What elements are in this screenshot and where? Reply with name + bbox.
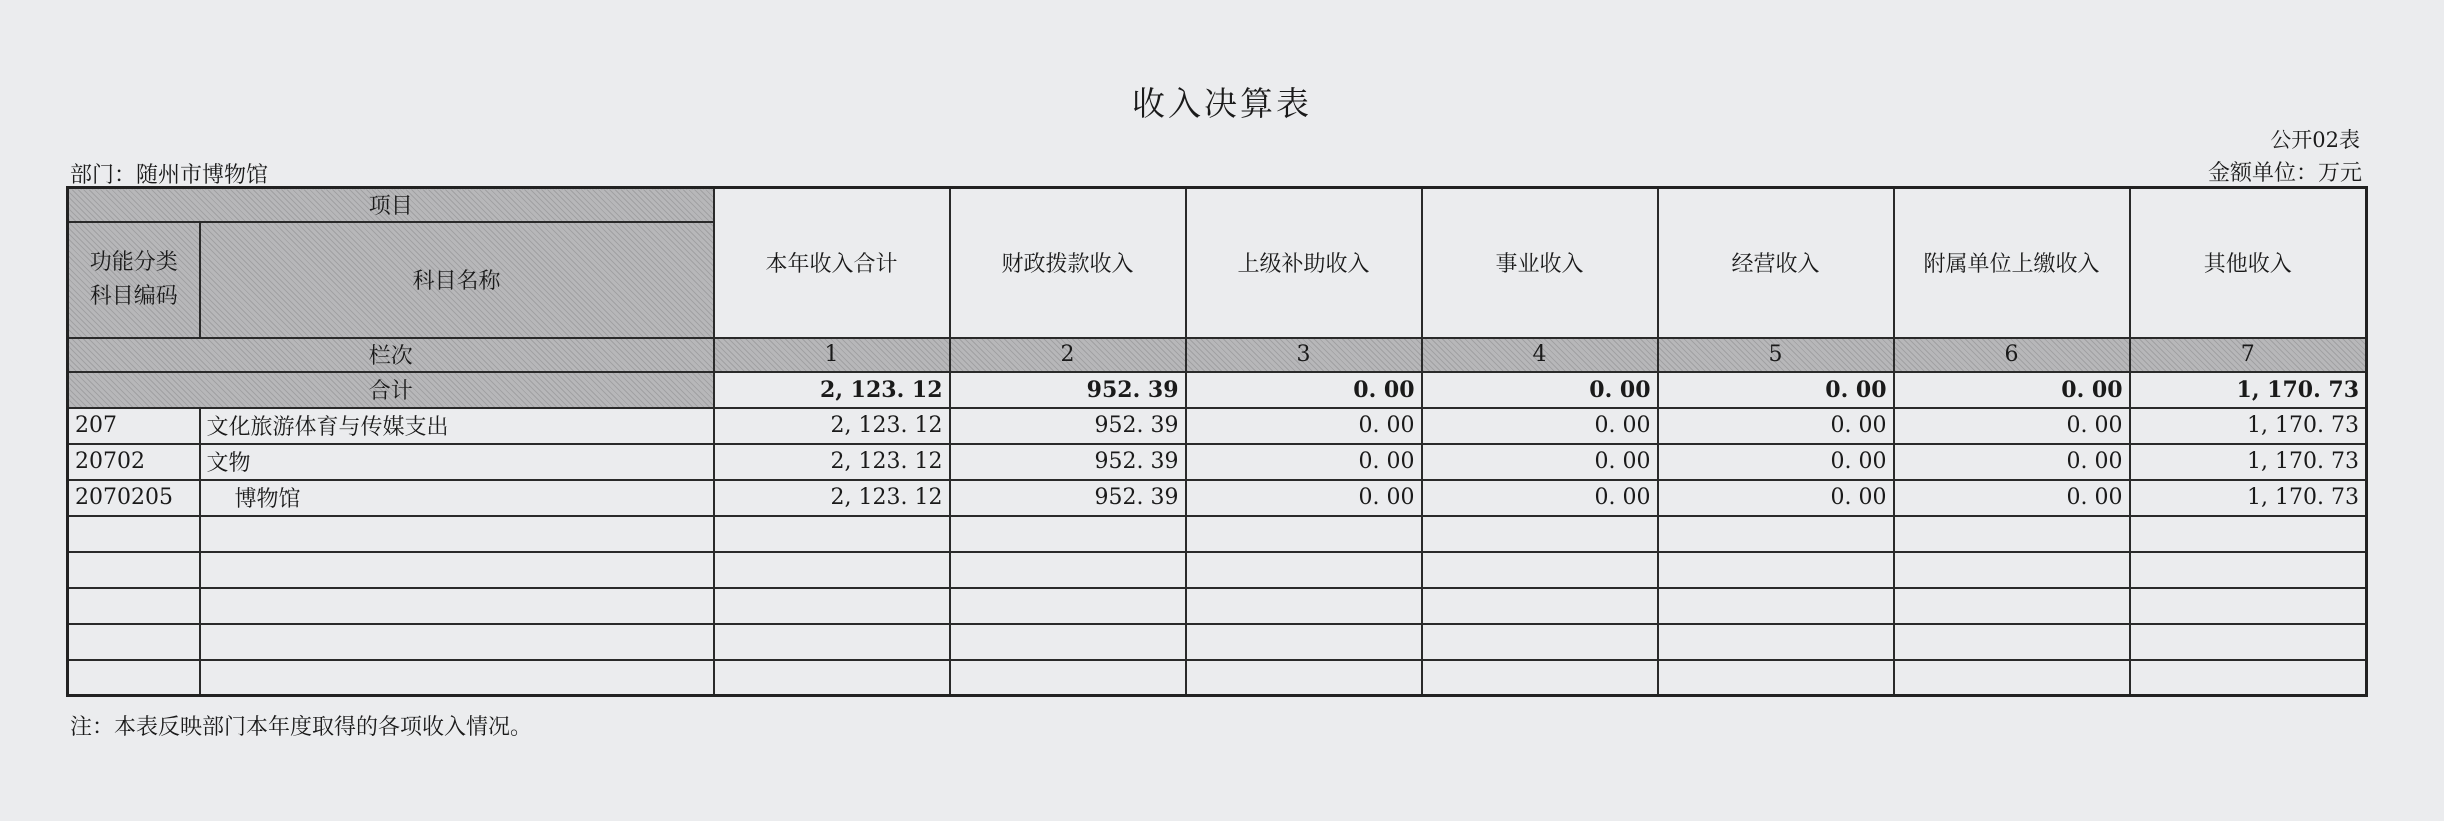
row-cell: 0. 00 xyxy=(1658,444,1894,480)
department-label: 部门：随州市博物馆 xyxy=(70,163,269,188)
row-code: 20702 xyxy=(68,444,200,480)
row-lanci-label: 栏次 xyxy=(68,338,714,372)
row-cell: 0. 00 xyxy=(1422,480,1658,516)
row-cell: 0. 00 xyxy=(1894,408,2130,444)
col-number: 2 xyxy=(950,338,1186,372)
form-number: 公开02表 xyxy=(2270,128,2360,152)
income-table xyxy=(66,186,2368,697)
table-row xyxy=(68,444,2367,480)
row-cell: 0. 00 xyxy=(1186,408,1422,444)
table-row xyxy=(68,480,2367,516)
amount-unit-label: 金额单位：万元 xyxy=(2207,161,2362,186)
header-col-affiliated-remittance: 附属单位上缴收入 xyxy=(1894,188,2130,338)
empty-row xyxy=(68,624,2367,660)
row-cell: 0. 00 xyxy=(1422,408,1658,444)
col-number: 6 xyxy=(1894,338,2130,372)
row-cell: 2, 123. 12 xyxy=(714,408,950,444)
row-cell: 952. 39 xyxy=(950,408,1186,444)
empty-row xyxy=(68,552,2367,588)
col-number: 1 xyxy=(714,338,950,372)
empty-row xyxy=(68,588,2367,624)
total-cell: 1, 170. 73 xyxy=(2130,372,2367,408)
row-cell: 2, 123. 12 xyxy=(714,480,950,516)
header-col-operating-income: 经营收入 xyxy=(1658,188,1894,338)
total-cell: 0. 00 xyxy=(1894,372,2130,408)
empty-row xyxy=(68,516,2367,552)
row-name: 文化旅游体育与传媒支出 xyxy=(200,408,714,444)
row-name: 文物 xyxy=(200,444,714,480)
row-name: 博物馆 xyxy=(200,480,714,516)
header-func-code xyxy=(68,222,200,338)
header-col-total-income: 本年收入合计 xyxy=(714,188,950,338)
header-project: 项目 xyxy=(68,188,714,222)
header-func-code-line2: 科目编码 xyxy=(89,283,178,309)
total-cell: 0. 00 xyxy=(1658,372,1894,408)
empty-row xyxy=(68,660,2367,696)
col-number: 4 xyxy=(1422,338,1658,372)
table-note: 注：本表反映部门本年度取得的各项收入情况。 xyxy=(70,715,533,740)
row-cell: 0. 00 xyxy=(1186,480,1422,516)
row-cell: 0. 00 xyxy=(1658,408,1894,444)
header-col-superior-subsidy: 上级补助收入 xyxy=(1186,188,1422,338)
col-number: 3 xyxy=(1186,338,1422,372)
total-cell: 0. 00 xyxy=(1422,372,1658,408)
header-subject-name: 科目名称 xyxy=(200,222,714,338)
row-cell: 0. 00 xyxy=(1186,444,1422,480)
header-col-fiscal-appropriation: 财政拨款收入 xyxy=(950,188,1186,338)
header-func-code-line1: 功能分类 xyxy=(89,249,178,275)
total-cell: 2, 123. 12 xyxy=(714,372,950,408)
row-cell: 1, 170. 73 xyxy=(2130,480,2367,516)
total-cell: 952. 39 xyxy=(950,372,1186,408)
page-title: 收入决算表 xyxy=(1132,84,1312,123)
total-cell: 0. 00 xyxy=(1186,372,1422,408)
row-cell: 952. 39 xyxy=(950,480,1186,516)
header-col-business-income: 事业收入 xyxy=(1422,188,1658,338)
header-col-other-income: 其他收入 xyxy=(2130,188,2367,338)
row-cell: 2, 123. 12 xyxy=(714,444,950,480)
row-cell: 0. 00 xyxy=(1894,480,2130,516)
total-label: 合计 xyxy=(68,372,714,408)
row-cell: 0. 00 xyxy=(1894,444,2130,480)
row-cell: 1, 170. 73 xyxy=(2130,408,2367,444)
total-row xyxy=(68,372,2367,408)
col-number: 5 xyxy=(1658,338,1894,372)
row-code: 2070205 xyxy=(68,480,200,516)
row-cell: 952. 39 xyxy=(950,444,1186,480)
row-cell: 0. 00 xyxy=(1658,480,1894,516)
row-code: 207 xyxy=(68,408,200,444)
row-cell: 0. 00 xyxy=(1422,444,1658,480)
col-number: 7 xyxy=(2130,338,2367,372)
row-cell: 1, 170. 73 xyxy=(2130,444,2367,480)
table-row xyxy=(68,408,2367,444)
